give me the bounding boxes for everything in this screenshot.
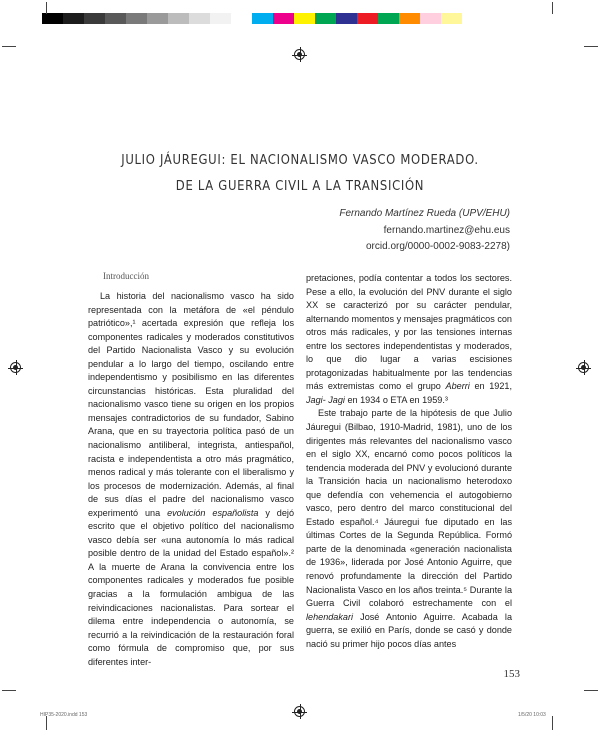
- crop-mark: [2, 690, 16, 691]
- color-swatch: [126, 13, 147, 24]
- color-swatch: [210, 13, 231, 24]
- crop-mark: [584, 46, 598, 47]
- color-swatch: [315, 13, 336, 24]
- crop-mark: [552, 2, 553, 14]
- color-swatch: [273, 13, 294, 24]
- color-swatch: [84, 13, 105, 24]
- color-swatch: [231, 13, 252, 24]
- crop-mark: [2, 46, 16, 47]
- text-column-left: [88, 290, 294, 669]
- color-swatch: [441, 13, 462, 24]
- color-swatch: [147, 13, 168, 24]
- color-swatch: [63, 13, 84, 24]
- crop-mark: [46, 716, 47, 730]
- color-swatch: [105, 13, 126, 24]
- crop-mark: [552, 716, 553, 730]
- article-title-line-1: JULIO JÁUREGUI: EL NACIONALISMO VASCO MODERADO.: [121, 152, 479, 168]
- registration-mark-icon: [294, 706, 305, 717]
- color-swatch: [294, 13, 315, 24]
- slug-file-info: HIP35-2020.indd 153: [40, 712, 88, 718]
- color-swatch: [336, 13, 357, 24]
- color-swatch: [420, 13, 441, 24]
- text-column-right: [306, 272, 512, 651]
- crop-mark: [584, 690, 598, 691]
- author-email[interactable]: fernando.martinez@ehu.eus: [383, 225, 510, 236]
- paragraph: La historia del nacionalismo vasco ha sido representada con la metáfora de «el péndulo patriótico»,¹ acertada expresión que refleja los componentes radicales y moderados constitutivos del Partido Nacionalista Vasco y su evolución pendular a lo largo del tiempo, oscilando entre independentismo y posibilismo en las diferentes circunstancias históricas. Esta pluralidad del nacionalismo vasco tiene su origen en los propios mensajes contradictorios de su fundador, Sabino Arana, que en su trayectoria política pasó de un nacionalismo antiliberal, integrista, antiespañol, racista e independentista a otro más pragmático, menos radical y más tolerante con el liberalismo y los procesos de modernización. Además, al final de sus días el padre del nacionalismo vasco experimentó una evolución españolista y dejó escrito que el objetivo político del nacionalismo vasco debía ser «una autonomía lo más radical posible dentro de la unidad del Estado español».² A la muerte de Arana la convivencia entre los componentes radicales y moderados fue posible gracias a la formulación ambigua de las reivindicaciones nacionalistas. Para sortear el dilema entre independencia o autonomía, se recurrió a la reivindicación de la restauración foral como fórmula de compromiso que, por sus diferentes inter-: [88, 291, 294, 667]
- crop-mark: [46, 2, 47, 14]
- section-heading: Introducción: [103, 271, 149, 281]
- article-title-line-2: DE LA GUERRA CIVIL A LA TRANSICIÓN: [175, 178, 425, 194]
- color-swatch: [378, 13, 399, 24]
- color-swatch: [189, 13, 210, 24]
- color-swatch: [42, 13, 63, 24]
- paragraph: pretaciones, podía contentar a todos los sectores. Pese a ello, la evolución del PNV durante el siglo XX se caracterizó por su carácter pendular, alternando momentos y mensajes pragmáticos con otros más radicales, y por las tensiones internas entre los sectores independentistas y moderados, lo que dio lugar a varias escisiones protagonizadas habitualmente por las tendencias más extremistas como el grupo Aberri en 1921, Jagi- Jagi en 1934 o ETA en 1959.³: [306, 273, 512, 405]
- author-orcid[interactable]: orcid.org/0000-0002-9083-2278): [366, 241, 510, 252]
- author-name: Fernando Martínez Rueda (UPV/EHU): [339, 208, 510, 219]
- registration-mark-icon: [578, 362, 589, 373]
- color-calibration-bar: [42, 13, 462, 24]
- registration-mark-icon: [294, 49, 305, 60]
- color-swatch: [168, 13, 189, 24]
- color-swatch: [252, 13, 273, 24]
- registration-mark-icon: [10, 362, 21, 373]
- paragraph: Este trabajo parte de la hipótesis de que Julio Jáuregui (Bilbao, 1910-Madrid, 1981), uno de los dirigentes más relevantes del nacionalismo vasco en el siglo XX, encarnó como pocos políticos la tendencia moderada del PNV y evolucionó durante la Transición hacia un nacionalismo heterodoxo que defendía con vehemencia el autogobierno vasco, pero dentro del marco constitucional del Estado español.⁴ Jáuregui fue diputado en las últimas Cortes de la Segunda República. Formó parte de la denominada «generación nacionalista de 1936», liderada por José Antonio Aguirre, que renovó profundamente la dirección del Partido Nacionalista Vasco en los años treinta.⁵ Durante la Guerra Civil colaboró estrechamente con el lehendakari José Antonio Aguirre. Acabada la guerra, se exilió en París, donde se casó y donde nació su primer hijo pocos días antes: [306, 408, 512, 649]
- page-number: 153: [503, 668, 520, 680]
- slug-timestamp: 1/5/20 10:03: [518, 712, 546, 718]
- color-swatch: [399, 13, 420, 24]
- color-swatch: [357, 13, 378, 24]
